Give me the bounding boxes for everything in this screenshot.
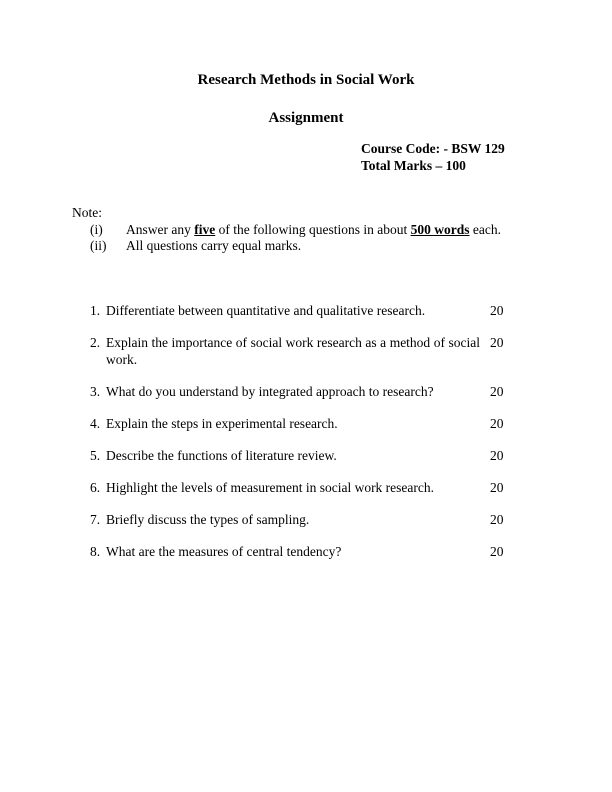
question-item <box>90 479 510 496</box>
question-marks: 20 <box>490 303 504 318</box>
document-subtitle: Assignment <box>268 110 344 126</box>
question-number: 7. <box>90 512 101 527</box>
note-item <box>90 221 501 238</box>
question-number: 6. <box>90 480 101 495</box>
course-code: Course Code: - BSW 129 <box>361 141 505 156</box>
question-number: 5. <box>90 448 101 463</box>
question-text: What do you understand by integrated approach to research? <box>106 384 434 399</box>
question-marks: 20 <box>490 384 504 399</box>
note-emphasis-word-count: 500 words <box>410 222 470 237</box>
question-item <box>90 383 510 400</box>
question-text: Explain the importance of social work research as a method of social work. <box>106 335 480 367</box>
question-marks: 20 <box>490 480 504 495</box>
question-marks: 20 <box>490 448 504 463</box>
note-item-text-pre: Answer any <box>126 222 195 237</box>
question-text: Differentiate between quantitative and qualitative research. <box>106 303 426 318</box>
question-text: Briefly discuss the types of sampling. <box>106 512 310 527</box>
question-marks: 20 <box>490 512 504 527</box>
question-number: 2. <box>90 335 101 350</box>
question-item <box>90 447 510 464</box>
question-number: 4. <box>90 416 101 431</box>
note-item-text-post: each. <box>469 222 501 237</box>
question-item <box>90 511 510 528</box>
question-item <box>90 543 510 560</box>
document-title: Research Methods in Social Work <box>197 72 415 88</box>
question-item <box>90 302 510 319</box>
question-marks: 20 <box>490 335 504 350</box>
note-item-text: All questions carry equal marks. <box>126 238 302 253</box>
note-item-number: (i) <box>90 222 103 237</box>
question-marks: 20 <box>490 544 504 559</box>
question-text: What are the measures of central tendency? <box>106 544 342 559</box>
question-number: 3. <box>90 384 101 399</box>
note-item-number: (ii) <box>90 238 107 253</box>
question-list <box>90 302 510 575</box>
question-item <box>90 334 510 368</box>
note-item-text-mid: of the following questions in about <box>215 222 411 237</box>
question-text: Highlight the levels of measurement in social work research. <box>106 480 435 495</box>
total-marks: Total Marks – 100 <box>361 158 466 173</box>
note-emphasis-five: five <box>194 222 216 237</box>
question-text: Describe the functions of literature review. <box>106 448 337 463</box>
note-label: Note: <box>72 205 102 220</box>
note-item <box>90 237 301 254</box>
course-info <box>361 140 505 174</box>
question-number: 8. <box>90 544 101 559</box>
question-marks: 20 <box>490 416 504 431</box>
question-item <box>90 415 510 432</box>
question-text: Explain the steps in experimental research. <box>106 416 338 431</box>
question-number: 1. <box>90 303 101 318</box>
